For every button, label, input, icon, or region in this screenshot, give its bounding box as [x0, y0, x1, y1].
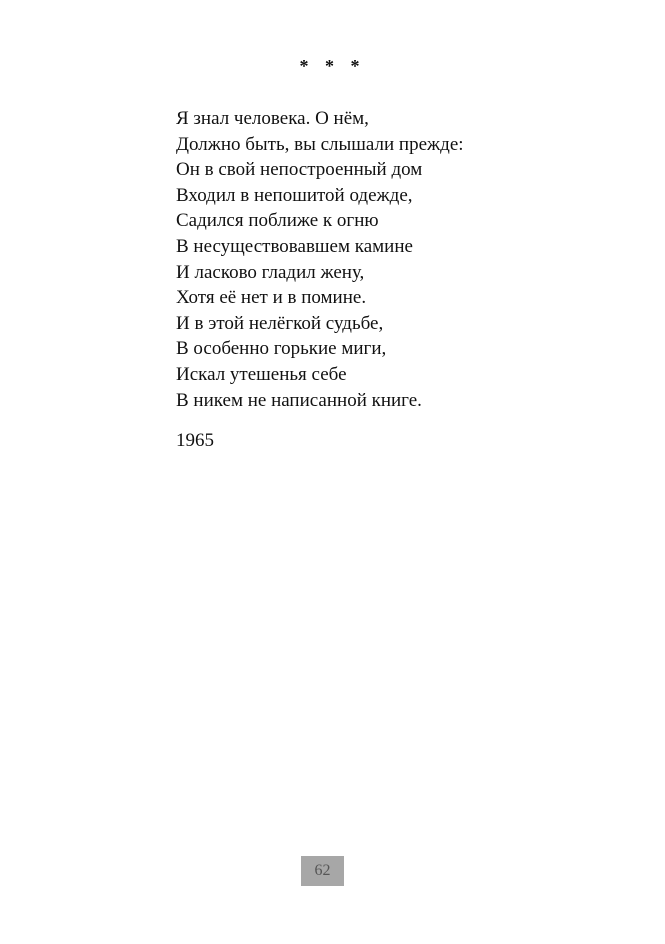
poem-line: Садился поближе к огню [176, 210, 379, 232]
poem-line: В особенно горькие миги, [176, 338, 387, 360]
poem-line: И в этой нелёгкой судьбе, [176, 312, 384, 334]
poem-line: Искал утешенья себе [176, 363, 347, 385]
poem-line: Входил в непошитой одежде, [176, 184, 413, 206]
poem-separator: * * * [299, 56, 366, 76]
poem-line: В никем не написанной книге. [176, 389, 422, 411]
poem-line: Я знал человека. О нём, [176, 108, 369, 129]
poem-year: 1965 [176, 430, 214, 451]
page-number: 62 [301, 856, 344, 886]
poem-body [176, 106, 636, 413]
poem-line: Должно быть, вы слышали прежде: [176, 133, 464, 155]
poem-line: Хотя её нет и в помине. [176, 287, 367, 309]
poem-line: В несуществовавшем камине [176, 235, 413, 257]
poem-line: И ласково гладил жену, [176, 261, 365, 283]
poem-line: Он в свой непостроенный дом [176, 159, 423, 181]
